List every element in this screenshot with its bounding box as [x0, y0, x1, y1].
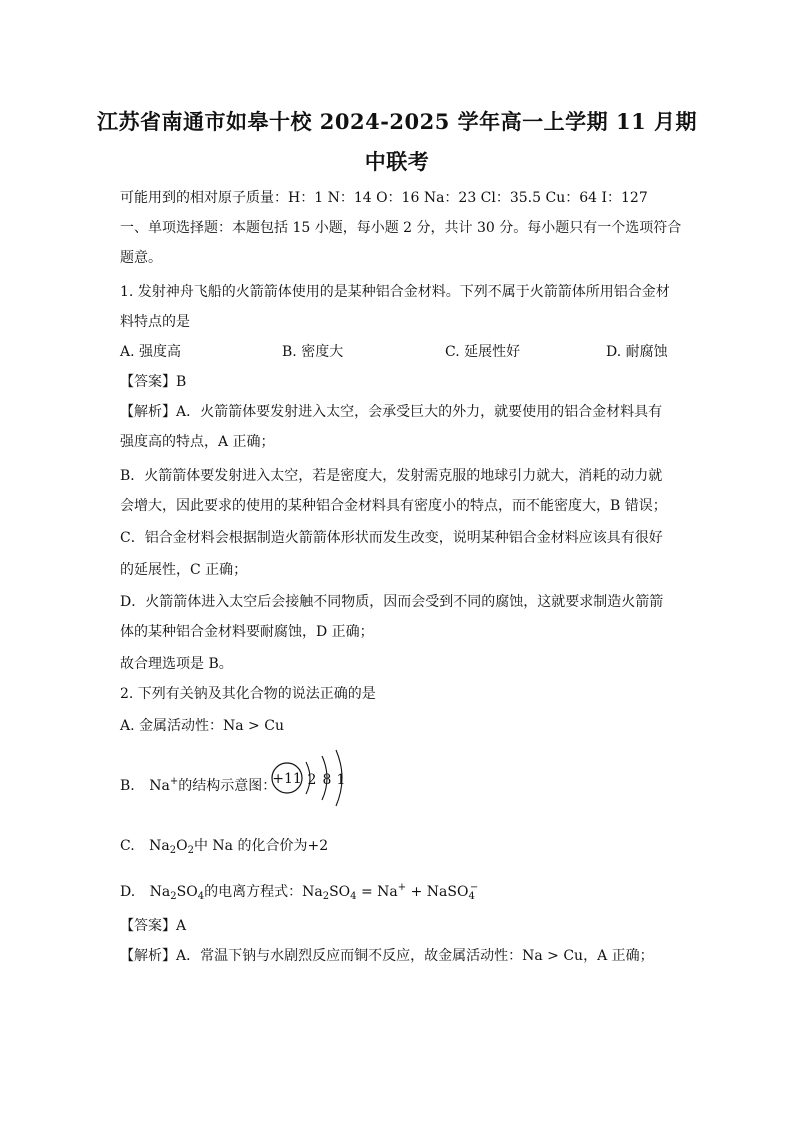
q2-option-b-label: B. [120, 778, 135, 794]
q1-stem-line1: 1. 发射神舟飞船的火箭箭体使用的是某种铝合金材料。下列不属于火箭箭体所用铝合金材 [120, 284, 670, 300]
q1-answer: 【答案】B [120, 374, 187, 390]
shell-electrons: 8 [322, 772, 332, 788]
shell-electrons: 2 [307, 772, 317, 788]
ion-charge: + [169, 776, 179, 787]
q2-stem: 2. 下列有关钠及其化合物的说法正确的是 [120, 686, 376, 702]
equation-subscript: 4 [468, 891, 475, 902]
q2-option-c-text: 中 Na 的化合价为+2 [193, 838, 329, 854]
formula-part: SO [176, 884, 198, 900]
document-title-line2: 中联考 [364, 149, 430, 174]
formula-part: Na [149, 884, 171, 900]
formula-part: Na [149, 838, 170, 854]
atomic-masses: 可能用到的相对原子质量：H：1 N：14 O：16 Na：23 Cl：35.5 Cu：64 I：127 [120, 190, 648, 206]
equation-part: Na [302, 884, 323, 900]
q1-option-d: D. 耐腐蚀 [606, 344, 668, 360]
document-title-line1: 江苏省南通市如皋十校 2024-2025 学年高一上学期 11 月期 [96, 109, 698, 134]
q2-analysis-line: 【解析】A．常温下钠与水剧烈反应而铜不反应，故金属活动性：Na > Cu，A 正确； [120, 948, 654, 964]
q1-analysis-line: D．火箭箭体进入太空后会接触不同物质，因而会受到不同的腐蚀，这就要求制造火箭箭 [120, 594, 664, 610]
equation-subscript: 4 [350, 891, 357, 902]
formula-subscript: 2 [169, 845, 177, 856]
formula-subscript: 2 [187, 845, 194, 856]
formula-subscript: 4 [197, 891, 205, 902]
equation-superscript: − [469, 882, 479, 893]
equation-part: SO [329, 884, 351, 900]
q1-option-c: C. 延展性好 [445, 344, 521, 360]
q2-option-c [120, 836, 328, 861]
formula-subscript: 2 [170, 891, 177, 902]
q1-analysis-line: 【解析】A．火箭箭体要发射进入太空，会承受巨大的外力，就要使用的铝合金材料具有 [120, 404, 663, 420]
q2-option-a: A. 金属活动性：Na > Cu [120, 718, 284, 734]
atom-structure-diagram [268, 748, 358, 808]
q1-stem-line2: 料特点的是 [120, 314, 190, 330]
q2-option-d-text: 的电离方程式： [204, 884, 303, 900]
equation-subscript: 2 [322, 891, 330, 902]
sodium-symbol: Na [149, 778, 170, 794]
section-heading-line2: 题意。 [120, 250, 162, 266]
equation-part: = Na [356, 884, 398, 900]
formula-part: O [176, 838, 188, 854]
q2-option-d-label: D. [120, 884, 136, 900]
q2-option-c-label: C. [120, 838, 135, 854]
nucleus-charge: +11 [272, 771, 302, 787]
q1-option-b: B. 密度大 [282, 344, 344, 360]
q1-analysis-line: 故合理选项是 B。 [120, 656, 233, 672]
q1-analysis-line: 的延展性，C 正确； [120, 562, 248, 578]
shell-electrons: 1 [336, 772, 346, 788]
q1-option-a: A. 强度高 [120, 344, 182, 360]
q1-analysis-line: C．铝合金材料会根据制造火箭箭体形状而发生改变，说明某种铝合金材料应该具有很好 [120, 530, 663, 546]
equation-superscript: + [397, 882, 407, 893]
q2-answer: 【答案】A [120, 918, 187, 934]
q2-option-b [120, 772, 276, 796]
equation-part: + NaSO [406, 884, 469, 900]
q1-analysis-line: B．火箭箭体要发射进入太空，若是密度大，发射需克服的地球引力就大，消耗的动力就 [120, 468, 663, 484]
q2-option-d [120, 878, 478, 907]
q1-analysis-line: 会增大，因此要求的使用的某种铝合金材料具有密度小的特点，而不能密度大，B 错误； [120, 498, 667, 514]
q1-analysis-line: 体的某种铝合金材料要耐腐蚀，D 正确； [120, 624, 374, 640]
q1-analysis-line: 强度高的特点，A 正确； [120, 434, 275, 450]
section-heading-line1: 一、单项选择题：本题包括 15 小题，每小题 2 分，共计 30 分。每小题只有一个选项符合 [120, 220, 682, 236]
q2-option-b-text: 的结构示意图： [178, 778, 277, 794]
